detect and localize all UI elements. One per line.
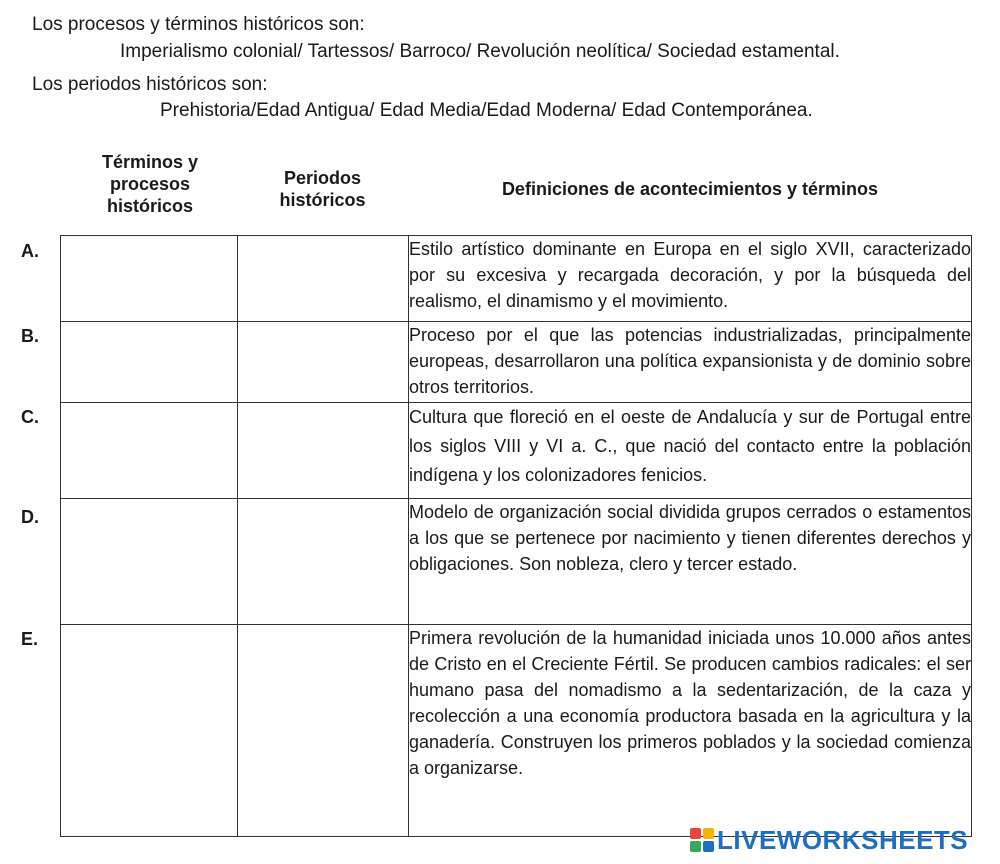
period-input-c[interactable] xyxy=(238,403,408,418)
term-cell-a[interactable] xyxy=(61,236,238,322)
table-row xyxy=(61,236,972,322)
period-input-b[interactable] xyxy=(238,322,408,337)
term-input-c[interactable] xyxy=(61,403,237,418)
term-cell-e[interactable] xyxy=(61,625,238,837)
terms-label: Los procesos y términos históricos son: xyxy=(32,14,365,35)
definitions-table xyxy=(60,235,972,837)
definition-b: Proceso por el que las potencias industrializadas, principalmente europeas, desarrollaron una política expansionista y de dominio sobre otros territorios. xyxy=(409,322,972,403)
row-label-a: A. xyxy=(21,241,39,261)
period-cell-d[interactable] xyxy=(238,499,409,625)
terms-list: Imperialismo colonial/ Tartessos/ Barroco/ Revolución neolítica/ Sociedad estamental. xyxy=(120,41,840,62)
term-input-a[interactable] xyxy=(61,236,237,251)
periods-list: Prehistoria/Edad Antigua/ Edad Media/Edad Moderna/ Edad Contemporánea. xyxy=(160,100,813,121)
logo-square-green xyxy=(690,841,701,852)
definition-c: Cultura que floreció en el oeste de Andalucía y sur de Portugal entre los siglos VIII y VI a. C., que nació del contacto entre la población indígena y los colonizadores fenicios. xyxy=(409,403,972,499)
definition-d: Modelo de organización social dividida grupos cerrados o estamentos a los que se pertenece por nacimiento y tienen diferentes derechos y obligaciones. Son nobleza, clero y tercer estado. xyxy=(409,499,972,625)
row-label-b: B. xyxy=(21,326,39,346)
logo-square-blue xyxy=(703,841,714,852)
row-label-d: D. xyxy=(21,507,39,527)
table-row xyxy=(61,499,972,625)
term-input-b[interactable] xyxy=(61,322,237,337)
liveworksheets-text: LIVEWORKSHEETS xyxy=(717,824,969,855)
definition-a: Estilo artístico dominante en Europa en el siglo XVII, caracterizado por su excesiva y recargada decoración, y por la búsqueda del realismo, el dinamismo y el movimiento. xyxy=(409,236,972,322)
term-cell-d[interactable] xyxy=(61,499,238,625)
liveworksheets-logo xyxy=(690,825,968,855)
period-input-e[interactable] xyxy=(238,625,408,640)
definition-e: Primera revolución de la humanidad iniciada unos 10.000 años antes de Cristo en el Creciente Fértil. Se producen cambios radicales: el ser humano pasa del nomadismo a la sedentarización, de la caza y recolección a una economía productora basada en la agricultura y la ganadería. Construyen los primeros poblados y la sociedad comienza a organizarse. xyxy=(409,625,972,837)
row-label-c: C. xyxy=(21,407,39,427)
term-input-d[interactable] xyxy=(61,499,237,514)
logo-square-yellow xyxy=(703,828,714,839)
table-row xyxy=(61,322,972,403)
table-row xyxy=(61,403,972,499)
liveworksheets-mark-icon xyxy=(690,828,714,852)
header-periods: Periodos históricos xyxy=(279,168,366,210)
periods-label: Los periodos históricos son: xyxy=(32,74,268,95)
table-row xyxy=(61,625,972,837)
period-input-d[interactable] xyxy=(238,499,408,514)
period-input-a[interactable] xyxy=(238,236,408,251)
term-cell-b[interactable] xyxy=(61,322,238,403)
term-cell-c[interactable] xyxy=(61,403,238,499)
period-cell-e[interactable] xyxy=(238,625,409,837)
period-cell-a[interactable] xyxy=(238,236,409,322)
period-cell-b[interactable] xyxy=(238,322,409,403)
header-terms: Términos y procesos históricos xyxy=(101,152,199,216)
period-cell-c[interactable] xyxy=(238,403,409,499)
row-label-e: E. xyxy=(21,629,39,649)
header-definitions: Definiciones de acontecimientos y términos xyxy=(501,179,879,199)
term-input-e[interactable] xyxy=(61,625,237,640)
logo-square-red xyxy=(690,828,701,839)
